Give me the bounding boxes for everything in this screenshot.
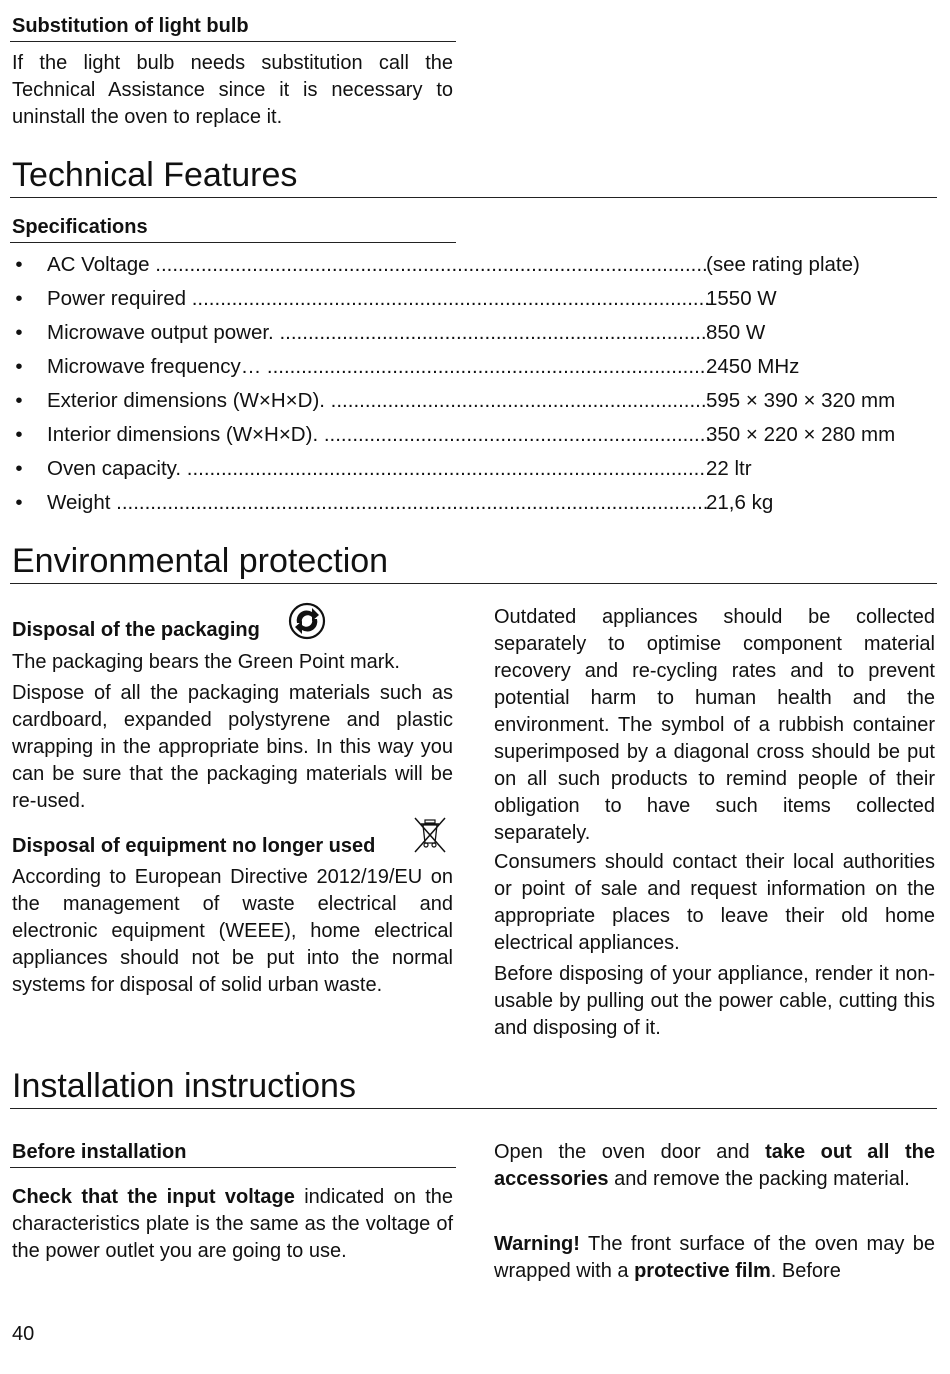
spec-row [12, 384, 932, 418]
bullet-icon: • [15, 457, 23, 480]
input-voltage-bold: Check that the input voltage [12, 1186, 295, 1208]
environmental-protection-title: Environmental protection [12, 542, 389, 580]
packaging-paragraph-2: Dispose of all the packaging materials such as cardboard, expanded polystyrene and plastic wrapping in the appropriate bins. In this way you can be sure that the packaging materials will be re-used. [12, 682, 453, 812]
outdated-appliances-paragraph: Outdated appliances should be collected separately to optimise component material recovery and re-cycling rates and to prevent potential harm to human health and the environment. The symbol of a rubbish container superimposed by a diagonal cross should be put on all such products to remind people of their obligation to have such items collected separately. [494, 606, 935, 844]
spec-value: 2450 MHz [706, 355, 800, 378]
spec-value: 1550 W [706, 287, 777, 310]
warning-label: Warning! [494, 1233, 580, 1255]
spec-label: Microwave output power. ..... [47, 316, 709, 350]
spec-label: Weight ..... [47, 486, 709, 520]
light-bulb-text: If the light bulb needs substitution call the Technical Assistance since it is necessary to uninstall the oven to replace it. [12, 52, 453, 128]
spec-value: 21,6 kg [706, 491, 774, 514]
open-oven-bold: take out all the accessories [494, 1141, 936, 1190]
before-installation-heading-rule [10, 1167, 456, 1168]
technical-features-title: Technical Features [12, 156, 298, 194]
bullet-icon: • [15, 491, 23, 514]
input-voltage-paragraph [12, 1184, 453, 1265]
bullet-icon: • [15, 287, 23, 310]
bullet-icon: • [15, 389, 23, 412]
open-oven-paragraph [494, 1139, 935, 1193]
spec-value: 850 W [706, 321, 766, 344]
packaging-heading: Disposal of the packaging [12, 619, 260, 641]
warning-end: . Before [770, 1260, 841, 1282]
equipment-disposal-heading: Disposal of equipment no longer used [12, 835, 376, 857]
spec-row [12, 486, 932, 520]
warning-text: The front surface of the oven may be wrapped with a [494, 1233, 935, 1282]
spec-label: Exterior dimensions (W×H×D). ..... [47, 384, 709, 418]
spec-row [12, 282, 932, 316]
packaging-paragraph-1: The packaging bears the Green Point mark. [12, 651, 400, 673]
green-point-icon [288, 602, 326, 640]
page-number: 40 [12, 1323, 35, 1345]
protective-film-bold: protective film [634, 1260, 771, 1282]
spec-value: 595 × 390 × 320 mm [706, 389, 896, 412]
spec-label: Oven capacity. ..... [47, 452, 709, 486]
spec-value: (see rating plate) [706, 253, 860, 276]
light-bulb-heading-rule [10, 41, 456, 42]
installation-instructions-title: Installation instructions [12, 1067, 356, 1105]
spec-row [12, 418, 932, 452]
before-disposing-paragraph: Before disposing of your appliance, render it non-usable by pulling out the power cable, cutting this and disposing of it. [494, 963, 935, 1039]
input-voltage-rest: indicated on the characteristics plate is the same as the voltage of the power outlet you are going to use. [12, 1186, 454, 1262]
crossed-bin-icon [412, 815, 448, 855]
spec-row [12, 452, 932, 486]
specifications-heading-rule [10, 242, 456, 243]
spec-label: AC Voltage ..... [47, 248, 709, 282]
spec-label: Power required ..... [47, 282, 709, 316]
warning-paragraph [494, 1231, 935, 1285]
spec-label: Interior dimensions (W×H×D). ..... [47, 418, 709, 452]
technical-features-rule [10, 197, 937, 198]
bullet-icon: • [15, 355, 23, 378]
spec-value: 22 ltr [706, 457, 752, 480]
before-installation-heading: Before installation [12, 1141, 187, 1163]
consumers-paragraph: Consumers should contact their local authorities or point of sale and request information on the appropriate places to leave their old home electrical appliances. [494, 851, 935, 954]
bullet-icon: • [15, 253, 23, 276]
spec-row [12, 316, 932, 350]
bullet-icon: • [15, 423, 23, 446]
spec-value: 350 × 220 × 280 mm [706, 423, 896, 446]
equipment-disposal-paragraph: According to European Directive 2012/19/EU on the management of waste electrical and electronic equipment (WEEE), home electrical appliances should not be put into the normal systems for disposal of solid urban waste. [12, 866, 453, 996]
spec-row [12, 248, 932, 282]
environmental-protection-rule [10, 583, 937, 584]
installation-instructions-rule [10, 1108, 937, 1109]
light-bulb-heading: Substitution of light bulb [12, 15, 249, 37]
open-oven-start: Open the oven door and [494, 1141, 766, 1163]
spec-label: Microwave frequency… ..... [47, 350, 709, 384]
bullet-icon: • [15, 321, 23, 344]
spec-row [12, 350, 932, 384]
open-oven-end: and remove the packing material. [608, 1168, 910, 1190]
specifications-heading: Specifications [12, 216, 148, 238]
